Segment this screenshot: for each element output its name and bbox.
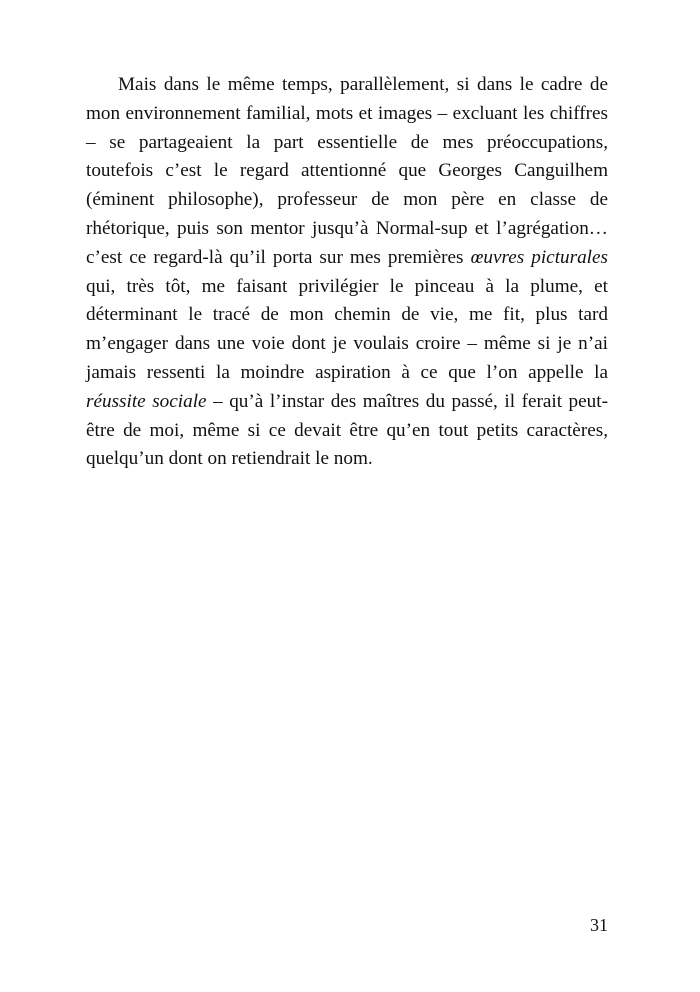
body-text bbox=[86, 71, 608, 474]
paragraph-text-part-3: – qu’à l’instar des maîtres du passé, il ferait peut-être de moi, même si ce devait être qu’en tout petits caractères, quelqu’un dont on retiendrait le nom. bbox=[86, 390, 608, 470]
italic-phrase-oeuvres-picturales: œuvres picturales bbox=[470, 246, 608, 268]
paragraph bbox=[86, 71, 608, 474]
paragraph-text-part-2: qui, très tôt, me faisant privilégier le pinceau à la plume, et déterminant le tracé de mon chemin de vie, me fit, plus tard m’engager dans une voie dont je voulais croire – même si je n’ai jamais ressenti la moindre aspiration à ce que l’on appelle la bbox=[86, 275, 608, 383]
page-number: 31 bbox=[590, 915, 608, 935]
paragraph-text-part-1: Mais dans le même temps, parallèlement, si dans le cadre de mon environnement familial, mots et images – excluant les chiffres – se partageaient la part essentielle de mes préoccupations, toutefois c’est le regard attentionné que Georges Canguilhem (éminent philosophe), professeur de mon père en classe de rhétorique, puis son mentor jusqu’à Normal-sup et l’agrégation… c’est ce regard-là qu’il porta sur mes premières bbox=[86, 74, 608, 268]
italic-phrase-reussite-sociale: réussite sociale bbox=[86, 390, 207, 412]
